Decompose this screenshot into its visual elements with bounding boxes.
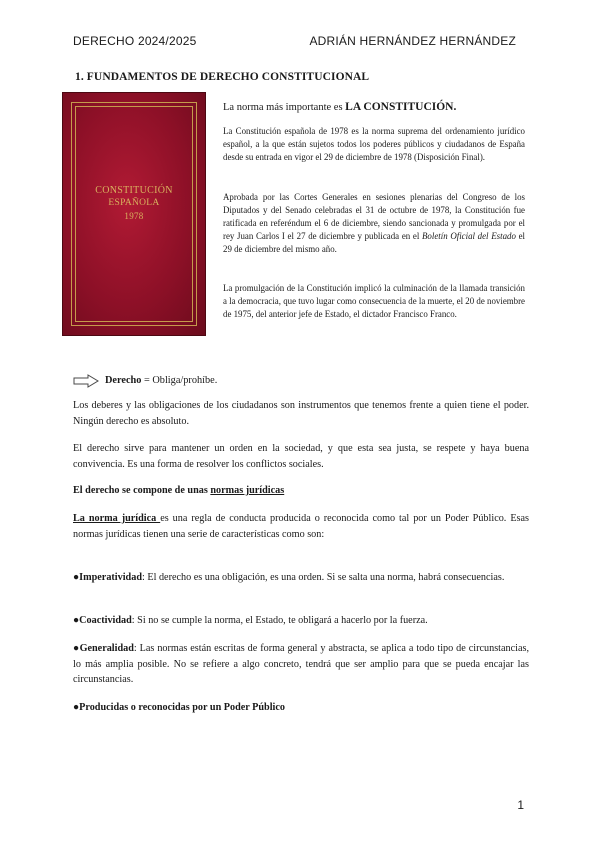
- header-author: ADRIÁN HERNÁNDEZ HERNÁNDEZ: [309, 34, 516, 48]
- intro-lead: [223, 101, 456, 113]
- characteristic-term: Generalidad: [79, 643, 134, 654]
- book-title-line2: ESPAÑOLA: [108, 198, 160, 208]
- bullet-icon: ●: [73, 572, 80, 583]
- intro-p2-text-a: Aprobada por las Cortes Generales en sesiones plenarias del Congreso de los Diputados y del Senado celebradas el 31 de octubre de 1978, la Constitución fue ratificada en referéndum el 6 de diciembre, siendo sancionada y promulgada por el rey Juan Carlos I el 27 de diciembre y publicada en el: [223, 192, 525, 242]
- bullet-icon: ●: [73, 702, 80, 713]
- section-title: 1. FUNDAMENTOS DE DERECHO CONSTITUCIONAL: [75, 71, 370, 83]
- header-course: DERECHO 2024/2025: [73, 34, 197, 48]
- compone-prefix: El derecho se compone de unas: [73, 485, 211, 496]
- characteristic-coactividad: [73, 613, 529, 629]
- characteristic-term: Producidas o reconocidas por un Poder Público: [79, 702, 286, 713]
- book-title-year: 1978: [124, 211, 144, 221]
- characteristic-term: Coactividad: [79, 615, 132, 626]
- derecho-definition: [105, 375, 217, 386]
- derecho-term: Derecho: [105, 375, 142, 386]
- characteristic-imperatividad: [73, 570, 529, 586]
- bullet-icon: ●: [73, 615, 80, 626]
- intro-p2-text-b: el 29 de diciembre del mismo año.: [223, 231, 525, 255]
- bullet-icon: ●: [73, 643, 80, 654]
- intro-paragraph-2: [223, 191, 525, 256]
- book-title-line1: CONSTITUCIÓN: [95, 185, 173, 196]
- page-number: 1: [517, 798, 524, 812]
- intro-p2-boe: Boletín Oficial del Estado: [422, 231, 516, 242]
- compone-normas-juridicas: normas jurídicas: [210, 485, 285, 496]
- paragraph-sirve: El derecho sirve para mantener un orden en la sociedad, y que esta sea justa, se respete y haya buena convivencia. Es una forma de resolver los conflictos sociales.: [73, 443, 529, 470]
- derecho-rest: = Obliga/prohíbe.: [141, 375, 218, 386]
- intro-paragraph-3: La promulgación de la Constitución implicó la culminación de la llamada transición a la democracia, que tuvo lugar como consecuencia de la muerte, el 20 de noviembre de 1975, del anterior jefe de Estado, el dictador Francisco Franco.: [223, 283, 525, 320]
- arrow-right-icon: [73, 374, 99, 388]
- intro-paragraph-1: La Constitución española de 1978 es la norma suprema del ordenamiento jurídico español, a la que están sujetos todos los poderes públicos y ciudadanos de España desde su entrada en vigor el 29 de diciembre de 1978 (Disposición Final).: [223, 126, 525, 163]
- characteristic-text: : El derecho es una obligación, es una orden. Si se salta una norma, habrá consecuencias.: [141, 572, 505, 583]
- intro-lead-prefix: La norma más importante es: [223, 102, 346, 113]
- norma-juridica-text: es una regla de conducta producida o reconocida como tal por un Poder Público. Esas normas jurídicas tienen una serie de características como son:: [73, 513, 529, 540]
- intro-lead-bold: LA CONSTITUCIÓN.: [345, 101, 457, 113]
- paragraph-deberes: Los deberes y las obligaciones de los ciudadanos son instrumentos que tenemos frente a quien tiene el poder. Ningún derecho es absoluto.: [73, 400, 529, 427]
- paragraph-compone: [73, 483, 529, 499]
- constitution-book-cover: [62, 92, 206, 336]
- paragraph-norma-juridica: [73, 511, 529, 542]
- characteristic-poder-publico: [73, 700, 529, 716]
- characteristic-term: Imperatividad: [79, 572, 142, 583]
- characteristic-text: : Las normas están escritas de forma general y abstracta, se aplica a todo tipo de circunstancias, lo más amplia posible. No se refiere a algo concreto, tendrá que ser amplio para que se pueda encajar las circunstancias.: [73, 643, 529, 685]
- characteristic-generalidad: [73, 641, 529, 688]
- characteristic-text: : Si no se cumple la norma, el Estado, te obligará a hacerlo por la fuerza.: [131, 615, 428, 626]
- norma-juridica-term: La norma jurídica: [73, 513, 161, 524]
